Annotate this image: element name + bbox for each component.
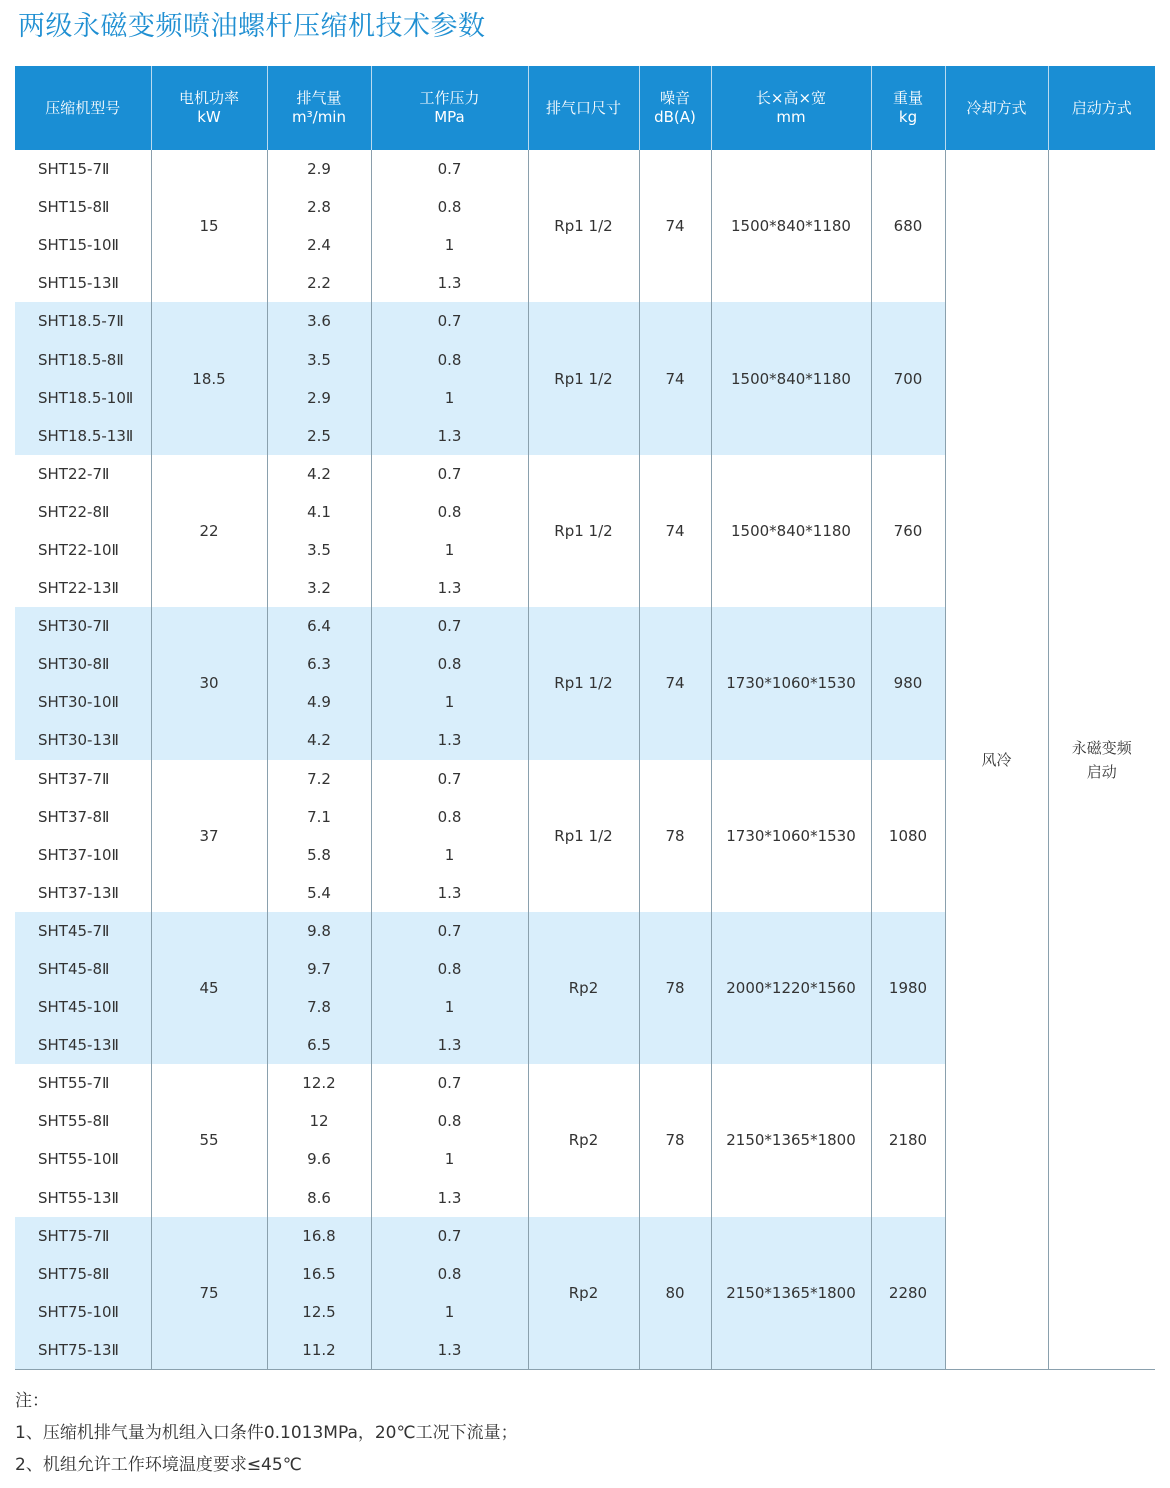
model-cell: SHT18.5-8Ⅱ <box>15 340 151 378</box>
model-cell: SHT55-10Ⅱ <box>15 1140 151 1178</box>
page-title: 两级永磁变频喷油螺杆压缩机技术参数 <box>18 11 486 42</box>
dimensions-cell: 2150*1365*1800 <box>711 1064 871 1216</box>
flow-cell: 3.5 <box>267 340 371 378</box>
cooling-cell: 风冷 <box>945 150 1048 1370</box>
header-flow: 排气量 m³/min <box>267 66 371 150</box>
header-port: 排气口尺寸 <box>528 66 639 150</box>
flow-cell: 9.7 <box>267 950 371 988</box>
pressure-cell: 1 <box>371 1293 528 1331</box>
power-cell: 15 <box>151 150 267 302</box>
flow-cell: 3.5 <box>267 531 371 569</box>
weight-cell: 760 <box>871 455 945 607</box>
flow-cell: 12 <box>267 1102 371 1140</box>
pressure-cell: 0.8 <box>371 340 528 378</box>
port-cell: Rp2 <box>528 912 639 1064</box>
pressure-cell: 0.7 <box>371 150 528 188</box>
header-dimensions: 长×高×宽 mm <box>711 66 871 150</box>
pressure-cell: 0.7 <box>371 607 528 645</box>
weight-cell: 1080 <box>871 760 945 912</box>
flow-cell: 16.8 <box>267 1217 371 1255</box>
notes-label: 注： <box>15 1391 49 1411</box>
model-cell: SHT15-7Ⅱ <box>15 150 151 188</box>
start-line: 永磁变频 <box>1071 738 1132 757</box>
flow-cell: 2.2 <box>267 264 371 302</box>
flow-cell: 6.5 <box>267 1026 371 1064</box>
note-item: 1、压缩机排气量为机组入口条件0.1013MPa，20℃工况下流量； <box>15 1423 518 1443</box>
port-cell: Rp1 1/2 <box>528 607 639 759</box>
flow-cell: 8.6 <box>267 1179 371 1217</box>
port-cell: Rp1 1/2 <box>528 150 639 302</box>
model-cell: SHT30-7Ⅱ <box>15 607 151 645</box>
model-cell: SHT75-7Ⅱ <box>15 1217 151 1255</box>
pressure-cell: 1.3 <box>371 1026 528 1064</box>
model-cell: SHT45-10Ⅱ <box>15 988 151 1026</box>
start-cell <box>1048 150 1155 1370</box>
model-cell: SHT15-13Ⅱ <box>15 264 151 302</box>
dimensions-cell: 1500*840*1180 <box>711 302 871 454</box>
model-cell: SHT15-8Ⅱ <box>15 188 151 226</box>
port-cell: Rp1 1/2 <box>528 455 639 607</box>
pressure-cell: 0.8 <box>371 950 528 988</box>
flow-cell: 4.2 <box>267 721 371 759</box>
power-cell: 18.5 <box>151 302 267 454</box>
spec-table <box>15 66 1155 1370</box>
note-item: 2、机组允许工作环境温度要求≤45℃ <box>15 1455 302 1475</box>
flow-cell: 6.3 <box>267 645 371 683</box>
dimensions-cell: 2150*1365*1800 <box>711 1217 871 1370</box>
weight-cell: 700 <box>871 302 945 454</box>
pressure-cell: 1 <box>371 683 528 721</box>
model-cell: SHT37-7Ⅱ <box>15 760 151 798</box>
pressure-cell: 1 <box>371 1140 528 1178</box>
model-cell: SHT45-8Ⅱ <box>15 950 151 988</box>
flow-cell: 12.5 <box>267 1293 371 1331</box>
pressure-cell: 1.3 <box>371 417 528 455</box>
power-cell: 30 <box>151 607 267 759</box>
power-cell: 22 <box>151 455 267 607</box>
model-cell: SHT55-7Ⅱ <box>15 1064 151 1102</box>
flow-cell: 7.1 <box>267 798 371 836</box>
flow-cell: 4.2 <box>267 455 371 493</box>
port-cell: Rp1 1/2 <box>528 760 639 912</box>
flow-cell: 3.6 <box>267 302 371 340</box>
flow-cell: 12.2 <box>267 1064 371 1102</box>
model-cell: SHT30-10Ⅱ <box>15 683 151 721</box>
model-cell: SHT18.5-7Ⅱ <box>15 302 151 340</box>
pressure-cell: 0.8 <box>371 493 528 531</box>
flow-cell: 5.4 <box>267 874 371 912</box>
pressure-cell: 0.8 <box>371 1255 528 1293</box>
flow-cell: 16.5 <box>267 1255 371 1293</box>
noise-cell: 80 <box>639 1217 711 1370</box>
flow-cell: 4.1 <box>267 493 371 531</box>
start-line: 启动 <box>1086 762 1117 781</box>
model-cell: SHT22-13Ⅱ <box>15 569 151 607</box>
model-cell: SHT45-7Ⅱ <box>15 912 151 950</box>
model-cell: SHT15-10Ⅱ <box>15 226 151 264</box>
flow-cell: 11.2 <box>267 1331 371 1370</box>
noise-cell: 74 <box>639 607 711 759</box>
spec-table-body <box>15 150 1155 1370</box>
noise-cell: 74 <box>639 150 711 302</box>
header-noise: 噪音 dB(A) <box>639 66 711 150</box>
model-cell: SHT30-13Ⅱ <box>15 721 151 759</box>
port-cell: Rp1 1/2 <box>528 302 639 454</box>
noise-cell: 78 <box>639 760 711 912</box>
pressure-cell: 1.3 <box>371 874 528 912</box>
pressure-cell: 0.7 <box>371 1217 528 1255</box>
model-cell: SHT75-8Ⅱ <box>15 1255 151 1293</box>
pressure-cell: 1.3 <box>371 1179 528 1217</box>
pressure-cell: 1 <box>371 226 528 264</box>
flow-cell: 9.8 <box>267 912 371 950</box>
model-cell: SHT37-8Ⅱ <box>15 798 151 836</box>
pressure-cell: 0.7 <box>371 1064 528 1102</box>
dimensions-cell: 1730*1060*1530 <box>711 760 871 912</box>
pressure-cell: 0.8 <box>371 1102 528 1140</box>
header-cooling: 冷却方式 <box>945 66 1048 150</box>
pressure-cell: 1 <box>371 531 528 569</box>
model-cell: SHT37-13Ⅱ <box>15 874 151 912</box>
header-weight: 重量 kg <box>871 66 945 150</box>
weight-cell: 980 <box>871 607 945 759</box>
model-cell: SHT22-8Ⅱ <box>15 493 151 531</box>
flow-cell: 7.2 <box>267 760 371 798</box>
model-cell: SHT18.5-10Ⅱ <box>15 379 151 417</box>
noise-cell: 74 <box>639 302 711 454</box>
noise-cell: 78 <box>639 912 711 1064</box>
weight-cell: 680 <box>871 150 945 302</box>
pressure-cell: 0.7 <box>371 302 528 340</box>
flow-cell: 2.9 <box>267 379 371 417</box>
model-cell: SHT18.5-13Ⅱ <box>15 417 151 455</box>
model-cell: SHT22-7Ⅱ <box>15 455 151 493</box>
pressure-cell: 1 <box>371 379 528 417</box>
pressure-cell: 1.3 <box>371 1331 528 1370</box>
flow-cell: 4.9 <box>267 683 371 721</box>
header-start: 启动方式 <box>1048 66 1155 150</box>
header-power: 电机功率 kW <box>151 66 267 150</box>
model-cell: SHT30-8Ⅱ <box>15 645 151 683</box>
power-cell: 75 <box>151 1217 267 1370</box>
pressure-cell: 0.8 <box>371 798 528 836</box>
flow-cell: 2.8 <box>267 188 371 226</box>
dimensions-cell: 1500*840*1180 <box>711 455 871 607</box>
model-cell: SHT55-8Ⅱ <box>15 1102 151 1140</box>
noise-cell: 78 <box>639 1064 711 1216</box>
port-cell: Rp2 <box>528 1064 639 1216</box>
pressure-cell: 0.8 <box>371 645 528 683</box>
weight-cell: 2280 <box>871 1217 945 1370</box>
pressure-cell: 1 <box>371 836 528 874</box>
power-cell: 37 <box>151 760 267 912</box>
flow-cell: 2.4 <box>267 226 371 264</box>
flow-cell: 6.4 <box>267 607 371 645</box>
model-cell: SHT22-10Ⅱ <box>15 531 151 569</box>
model-cell: SHT55-13Ⅱ <box>15 1179 151 1217</box>
pressure-cell: 1.3 <box>371 569 528 607</box>
model-cell: SHT75-13Ⅱ <box>15 1331 151 1370</box>
model-cell: SHT75-10Ⅱ <box>15 1293 151 1331</box>
dimensions-cell: 2000*1220*1560 <box>711 912 871 1064</box>
table-row <box>15 150 1155 188</box>
port-cell: Rp2 <box>528 1217 639 1370</box>
flow-cell: 2.5 <box>267 417 371 455</box>
flow-cell: 2.9 <box>267 150 371 188</box>
dimensions-cell: 1500*840*1180 <box>711 150 871 302</box>
pressure-cell: 1 <box>371 988 528 1026</box>
header-pressure: 工作压力 MPa <box>371 66 528 150</box>
pressure-cell: 0.7 <box>371 760 528 798</box>
pressure-cell: 1.3 <box>371 264 528 302</box>
pressure-cell: 0.7 <box>371 455 528 493</box>
pressure-cell: 0.7 <box>371 912 528 950</box>
flow-cell: 7.8 <box>267 988 371 1026</box>
header-row <box>15 66 1155 150</box>
pressure-cell: 0.8 <box>371 188 528 226</box>
dimensions-cell: 1730*1060*1530 <box>711 607 871 759</box>
pressure-cell: 1.3 <box>371 721 528 759</box>
weight-cell: 2180 <box>871 1064 945 1216</box>
notes <box>15 1385 518 1481</box>
weight-cell: 1980 <box>871 912 945 1064</box>
power-cell: 55 <box>151 1064 267 1216</box>
power-cell: 45 <box>151 912 267 1064</box>
model-cell: SHT45-13Ⅱ <box>15 1026 151 1064</box>
noise-cell: 74 <box>639 455 711 607</box>
flow-cell: 9.6 <box>267 1140 371 1178</box>
header-model: 压缩机型号 <box>15 66 151 150</box>
flow-cell: 3.2 <box>267 569 371 607</box>
model-cell: SHT37-10Ⅱ <box>15 836 151 874</box>
flow-cell: 5.8 <box>267 836 371 874</box>
